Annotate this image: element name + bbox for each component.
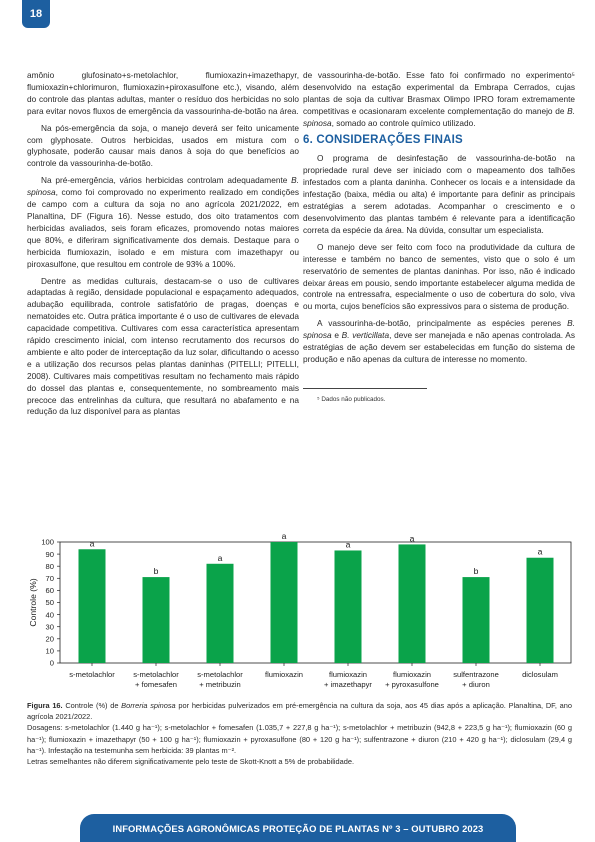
right-column [303, 70, 575, 411]
bar [335, 550, 362, 663]
significance-letter: b [473, 566, 479, 577]
significance-letter: a [281, 532, 287, 541]
category-label: + fomesafen [134, 680, 178, 689]
significance-letter: a [409, 533, 415, 544]
caption-label: Figura 16. [27, 701, 63, 710]
category-label: s-metolachlor [69, 670, 115, 679]
y-tick-label: 20 [45, 634, 54, 644]
page-number: 18 [22, 0, 50, 28]
y-tick-label: 90 [45, 549, 54, 559]
paragraph: Na pré-emergência, vários herbicidas controlam adequadamente B. spinosa, como foi comprovado no experimento realizado em condições de campo com a cultura da soja no ano agrícola 2021/2022, em Planaltina, DF (Figura 16). Nesse estudo, dos oito tratamentos com herbicidas avaliados, seis foram eficazes, promovendo notas maiores que 80%, e diferiram significativamente dos demais. Destaque para o herbicida flumioxazin, isolado e em mistura com imazethapyr ou piroxasulfone, que resultou em controle de 93% a 100%. [27, 175, 299, 269]
paragraph: amônio glufosinato+s-metolachlor, flumioxazin+imazethapyr, flumioxazin+chlorimuron, flumioxazin+piroxasulfone etc.), visando, além do controle das plantas adultas, manter o resíduo dos herbicidas no solo para evitar novos fluxos de emergência da vassourinha-de-botão na área. [27, 70, 299, 116]
y-tick-label: 70 [45, 574, 54, 583]
category-label: s-metolachlor [133, 670, 179, 679]
y-tick-label: 10 [45, 646, 54, 656]
significance-letter: b [153, 566, 159, 577]
significance-letter: a [537, 546, 543, 557]
category-label: flumioxazin [393, 670, 431, 679]
paragraph: O manejo deve ser feito com foco na produtividade da cultura de interesse e também no banco de sementes, visto que o solo é um reservatório de sementes de plantas daninhas. Por isso, não é indicado deixar áreas em pousio, sendo importante estabelecer alguma medida de controle na entressafra, especialmente o uso de cobertura do solo, viva ou morta, cujos benefícios são expressivos para o sistema de produção. [303, 241, 575, 312]
category-label: + metribuzin [199, 680, 241, 689]
chart-svg [27, 532, 572, 700]
caption-dosages: Dosagens: s-metolachlor (1.440 g ha⁻¹); s-metolachlor + fomesafen (1.035,7 + 227,8 g ha⁻¹); s-metolachlor + metribuzin (942,8 + 223,5 g ha⁻¹); flumioxazin (60 g ha⁻¹); flumioxazin + imazethapyr (50 + 100 g ha⁻¹); flumioxazin + pyroxasulfone (80 + 120 g ha⁻¹); sulfentrazone + diuron (210 + 420 g ha⁻¹); diclosulam (29,4 g ha⁻¹). Infestação na testemunha sem herbicida: 39 plantas m⁻². [27, 723, 572, 755]
footnote-divider [303, 388, 427, 389]
significance-letter: a [89, 538, 95, 549]
paragraph: Dentre as medidas culturais, destacam-se o uso de cultivares adaptadas à região, densidade populacional e espaçamento adequados, adubação equilibrada, controle satisfatório de pragas, doenças e nematoides etc. Outra prática importante é o uso de cultivares de elevada capacidade competitiva. Cultivares com essa característica apresentam rápido crescimento inicial, com intenso recrutamento dos recursos do ambiente e alto poder de interceptação da luz solar, dificultando o acesso e a utilização dos recursos pelas plantas daninhas (PITELLI; PITELLI, 2008). Cultivares mais competitivas resultam no fechamento mais rápido do dossel das plantas e, consequentemente, no sombreamento mais precoce das entrelinhas da cultura, que resultará no abafamento e na redução da luz disponível para as plantas [27, 275, 299, 417]
bar [143, 577, 170, 663]
category-label: + pyroxasulfone [385, 680, 439, 689]
category-label: s-metolachlor [197, 670, 243, 679]
category-label: sulfentrazone [453, 670, 499, 679]
paragraph: O programa de desinfestação de vassourinha-de-botão na propriedade rural deve ser iniciado com o mapeamento dos talhões infestados com a planta daninha. Conhecer os locais e a intensidade da infestação (baixa, média ou alta) é importante para definir as principais estratégias a serem adotadas. Acompanhar o crescimento e o desenvolvimento das plantas também é relevante para a identificação correta da espécie da área. Na dúvida, consultar um especialista. [303, 153, 575, 235]
bar [527, 558, 554, 663]
paragraph: A vassourinha-de-botão, principalmente as espécies perenes B. spinosa e B. verticillata, deve ser manejada e não apenas controlada. As estratégias de ação devem ser estabelecidas em função do sistema de produção e não apenas da cultura de interesse no momento. [303, 318, 575, 364]
category-label: flumioxazin [329, 670, 367, 679]
bar [399, 544, 426, 663]
y-tick-label: 60 [45, 586, 54, 596]
plot-frame [60, 542, 571, 663]
category-label: + imazethapyr [324, 680, 372, 689]
bar [271, 542, 298, 663]
significance-letter: a [217, 552, 223, 563]
left-column [27, 70, 299, 423]
bar [463, 577, 490, 663]
y-tick-label: 100 [41, 537, 54, 547]
footnote: ⁵ Dados não publicados. [317, 395, 386, 403]
y-axis-label: Controle (%) [28, 578, 38, 627]
bar-chart [27, 532, 572, 700]
y-tick-label: 0 [49, 658, 54, 668]
y-tick-label: 40 [45, 610, 54, 620]
paragraph: de vassourinha-de-botão. Esse fato foi confirmado no experimento⁵ desenvolvido na estação experimental da Embrapa Cerrados, cujas plantas de soja da cultivar Brasmax Olimpo IPRO foram extremamente competitivas e ocasionaram excelente complementação do manejo de B. spinosa, somado ao controle químico utilizado. [303, 70, 575, 128]
significance-letter: a [345, 539, 351, 550]
y-tick-label: 80 [45, 561, 54, 571]
bar [207, 564, 234, 663]
section-title: 6. CONSIDERAÇÕES FINAIS [303, 133, 463, 146]
caption-note: Letras semelhantes não diferem significativamente pelo teste de Skott-Knott a 5% de probabilidade. [27, 757, 355, 767]
page-footer: INFORMAÇÕES AGRONÔMICAS PROTEÇÃO DE PLANTAS Nº 3 – OUTUBRO 2023 [80, 814, 516, 842]
paragraph: Na pós-emergência da soja, o manejo deverá ser feito unicamente com glyphosate. Outros herbicidas, usados em mistura com o glyphosate, poderão causar mais danos à soja do que benefícios ao controle da vassourinha-de-botão. [27, 122, 299, 169]
category-label: diclosulam [522, 670, 558, 679]
y-tick-label: 50 [45, 598, 54, 608]
category-label: flumioxazin [265, 670, 303, 679]
caption-title: Controle (%) de Borreria spinosa por herbicidas pulverizados em pré-emergência na cultura da soja, aos 45 dias após a aplicação. Planaltina, DF, ano agrícola 2021/2022. [27, 701, 572, 722]
bar [79, 549, 106, 663]
figure-caption [27, 700, 572, 767]
y-tick-label: 30 [45, 622, 54, 632]
category-label: + diuron [462, 680, 490, 689]
